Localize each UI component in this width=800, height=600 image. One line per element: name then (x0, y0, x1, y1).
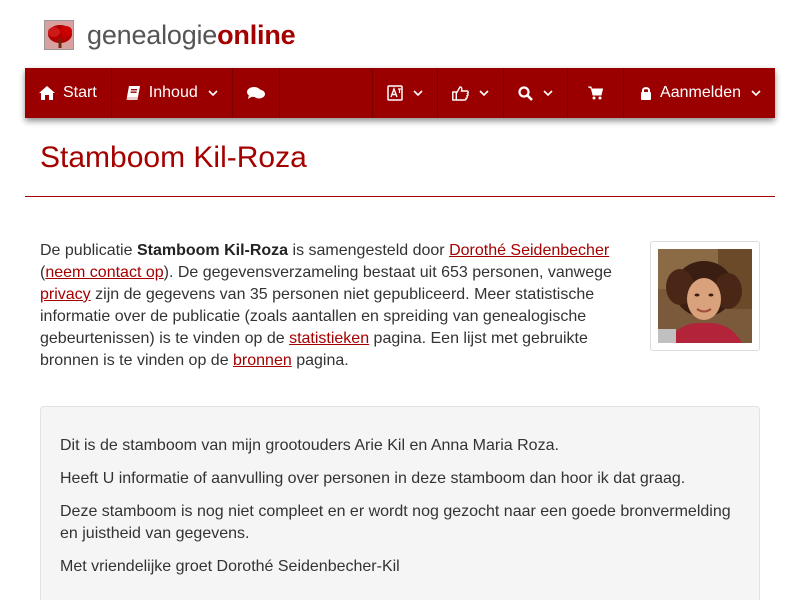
nav-forum[interactable] (233, 68, 280, 118)
statistics-link[interactable]: statistieken (289, 330, 370, 347)
nav-start-label: Start (63, 84, 97, 101)
author-link[interactable]: Dorothé Seidenbecher (449, 242, 610, 259)
language-icon (387, 85, 403, 101)
chevron-down-icon (479, 90, 489, 97)
nav-spacer (280, 68, 373, 118)
home-icon (39, 86, 55, 100)
main-navbar (25, 68, 775, 118)
site-brand[interactable] (44, 18, 295, 52)
intro-text: zijn de gegevens van 35 personen niet gepubliceerd. Meer statistische informatie over de publicatie (zoals aantallen en spreiding van genealogische gebeurtenissen) is te vinden op de (40, 286, 595, 347)
page-title: Stamboom Kil-Roza (40, 141, 307, 174)
cart-icon (588, 86, 603, 100)
nav-inhoud[interactable] (112, 68, 233, 118)
nav-language[interactable] (373, 68, 438, 118)
description-paragraph: Met vriendelijke groet Dorothé Seidenbecher-Kil (60, 558, 400, 575)
nav-login-label: Aanmelden (660, 84, 741, 101)
nav-start[interactable] (25, 68, 112, 118)
description-paragraph: Dit is de stamboom van mijn grootouders Arie Kil en Anna Maria Roza. (60, 437, 559, 454)
description-paragraph: Heeft U informatie of aanvulling over personen in deze stamboom dan hoor ik dat graag. (60, 470, 686, 487)
publication-name: Stamboom Kil-Roza (136, 242, 289, 259)
description-panel (40, 406, 760, 600)
title-divider (25, 196, 775, 197)
lock-icon (640, 86, 652, 100)
description-paragraph: Deze stamboom is nog niet compleet en er wordt nog gezocht naar een goede bronvermelding en juistheid van gegevens. (60, 503, 731, 542)
intro-text: ). De gegevensverzameling bestaat uit 653 personen, vanwege (163, 264, 612, 281)
privacy-link[interactable]: privacy (40, 286, 91, 303)
nav-cart[interactable] (568, 68, 624, 118)
chevron-down-icon (208, 90, 218, 97)
chevron-down-icon (751, 90, 761, 97)
nav-like[interactable] (438, 68, 504, 118)
comments-icon (247, 86, 265, 100)
intro-text: pagina. (291, 352, 349, 369)
brand-name (87, 20, 295, 51)
nav-inhoud-label: Inhoud (148, 84, 198, 101)
book-icon (126, 86, 141, 100)
contact-link[interactable]: neem contact op (45, 264, 164, 281)
chevron-down-icon (413, 90, 423, 97)
nav-login[interactable] (624, 68, 775, 118)
brand-name-part2: online (217, 19, 296, 50)
tree-icon (44, 20, 74, 50)
publication-intro: De publicatie Stamboom Kil-Roza is samengesteld door Dorothé Seidenbecher (neem contact op). De gegevensverzameling bestaat uit 653 personen, vanwege privacy zijn de gegevens van 35 personen niet gepubliceerd. Meer statistische informatie over de publicatie (zoals aantallen en spreiding van genealogische gebeurtenissen) is te vinden op de statistieken pagina. Een lijst met gebruikte bronnen is te vinden op de bronnen pagina. (40, 242, 612, 369)
sources-link[interactable]: bronnen (233, 352, 292, 369)
thumbs-up-icon (452, 86, 469, 101)
brand-name-part1: genealogie (87, 19, 218, 50)
author-photo (658, 249, 752, 343)
intro-text: pagina. Een lijst met gebruikte bronnen is te vinden op de (40, 330, 588, 369)
chevron-down-icon (543, 90, 553, 97)
nav-search[interactable] (504, 68, 568, 118)
search-icon (518, 86, 533, 101)
intro-text: De publicatie (40, 242, 137, 259)
intro-text: is samengesteld door (288, 242, 450, 259)
author-photo-frame (650, 241, 760, 351)
